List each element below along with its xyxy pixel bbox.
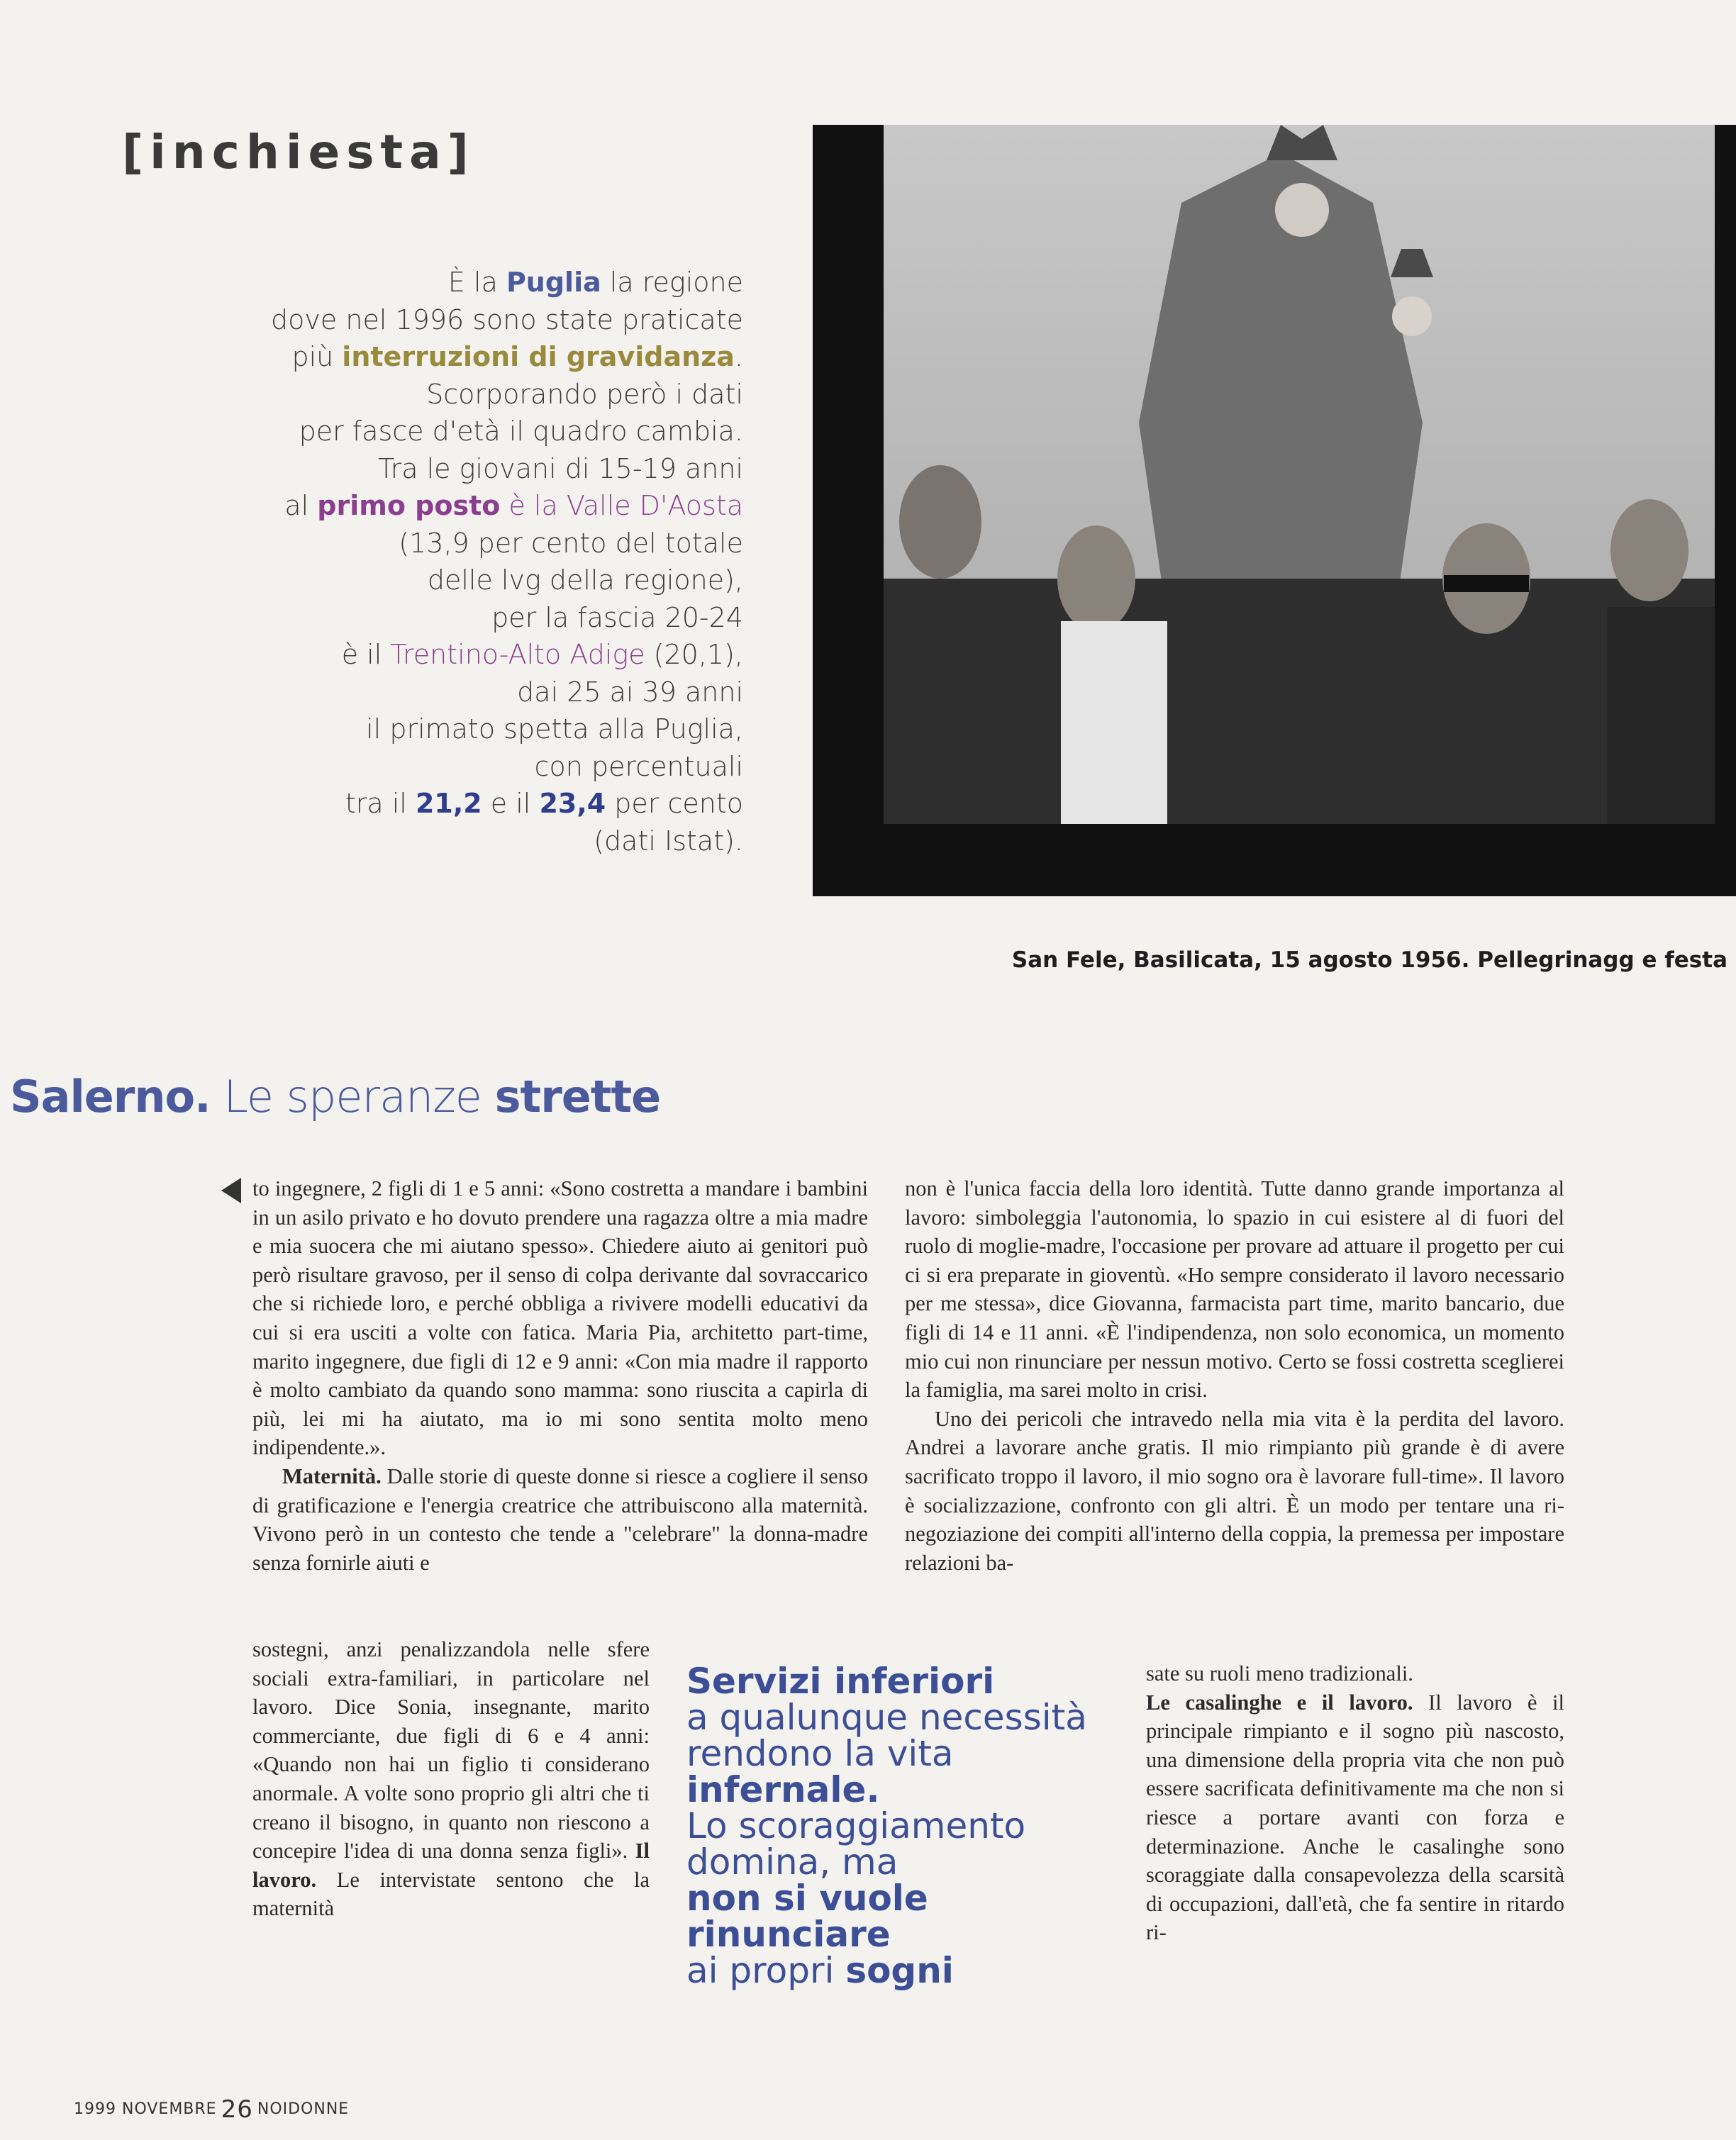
intro-line: con percentuali [534,750,743,782]
page-number: 26 [221,2095,253,2124]
article-column-2-cont [1146,1659,1564,1947]
paragraph-text: Le intervistate sentono che la maternità [252,1867,650,1921]
intro-line: il primato spetta alla Puglia, [366,713,743,745]
section-kicker: [inchiesta] [122,125,475,179]
intro-highlight: Trentino-Alto Adige [390,639,645,670]
intro-highlight: Puglia [506,267,601,298]
article-title [10,1071,660,1122]
pull-quote-emphasis: sogni [845,1950,954,1991]
pull-quote-line: infernale. [686,1769,880,1810]
pull-quote-line: non si vuole rinunciare [686,1878,928,1955]
paragraph: non è l'unica faccia della loro identità. Tutte danno grande importanza al lavoro: simboleggia l'autonomia, lo spazio in cui esistere al di fuori del ruolo di moglie-madre, l'occasione per provare ad attuare il progetto per cui ci si era preparate in gioventù. «Ho sempre considerato il lavoro necessario per me stessa», dice Giovanna, farmacista part time, marito bancario, due figli di 14 e 11 anni. «È l'indipendenza, non solo economica, un momento mio cui non rinunciare per nessun motivo. Certo se fossi costretta sceglierei la famiglia, ma sarei molto in crisi. [905,1176,1564,1403]
intro-highlight: primo posto [317,490,501,521]
issue-date: 1999 NOVEMBRE [74,2100,217,2118]
intro-highlight: interruzioni di gravidanza [342,341,735,372]
paragraph: Uno dei pericoli che intravedo nella mia vita è la perdita del lavoro. Andrei a lavorare anche gratis. Il mio rimpianto più grande è di avere sacrificato troppo il lavoro, il mio sogno ora è lavorare full-time». Il lavoro è socializzazione, confronto con gli altri. È un modo per tentare una ri-negoziazione dei compiti all'interno della coppia, la premessa per impostare relazioni ba- [905,1406,1564,1575]
intro-text: È la Puglia la regione dove nel 1996 sono state praticate più interruzioni di gravidanza. Scorporando però i dati per fasce d'età il quadro cambia. Tra le giovani di 15-19 anni al primo posto è la Valle D'Aosta (13,9 per cento del totale delle lvg della regione), per la fascia 20-24 è il Trentino-Alto Adige (20,1), dai 25 ai 39 anni il primato spetta alla Puglia, con percentuali tra il 21,2 e il 23,4 per cento (dati Istat). [119,264,743,859]
magazine-name: NOIDONNE [257,2100,350,2118]
article-title-emphasis: strette [494,1071,661,1122]
paragraph [1146,1688,1564,1947]
intro-highlight: 23,4 [539,788,606,819]
procession-photo [884,125,1715,824]
article-title-text: Le speranze [210,1071,495,1122]
intro-text-part: per cento [606,788,743,819]
intro-text-part: È la [447,267,506,298]
intro-line: (13,9 per cento del totale [399,527,743,559]
intro-line: (dati Istat). [594,825,743,857]
paragraph-text: Il lavoro è il principale rimpianto e il sogno più nascosto, una dimensione della propria vita che non può essere sacrificata definitivamente ma che non si riesce a portare avanti con forza e determinazione. Anche le casalinghe sono scoraggiate dalla consapevolezza della scarsità di occupazioni, dall'età, che fa sentire in ritardo ri- [1146,1690,1564,1945]
paragraph [252,1635,650,1923]
paragraph: to ingegnere, 2 figli di 1 e 5 anni: «Sono costretta a mandare i bambini in un asilo privato e ho dovuto prendere una ragazza oltre a mia madre e mia suocera che mi aiutano spesso». Chiedere aiuto ai genitori può però risultare gravoso, per il senso di colpa derivante dal sovraccarico che si richiede loro, e perché obbliga a rivivere modelli educativi da cui si era usciti a volte con fatica. Maria Pia, architetto part-time, marito ingegnere, due figli di 12 e 9 anni: «Con mia madre il rapporto è molto cambiato da quando sono mamma: sono riuscita a capirla di più, lei mi ha aiutato, ma io mi sono sentita molto meno indipendente.». [252,1176,868,1460]
intro-line: dai 25 ai 39 anni [517,676,743,708]
paragraph-text: sostegni, anzi penalizzandola nelle sfere sociali extra-familiari, in particolare nel lavoro. Dice Sonia, insegnante, marito commerciante, due figli di 6 e 4 anni: «Quando non hai un figlio ti considerano anormale. A volte sono proprio gli altri che ti creano il bisogno, in quanto non riescono a concepire l'idea di una donna senza figli». [252,1637,650,1863]
intro-text-part: (20,1), [645,639,743,670]
paragraph-text: Dalle storie di queste donne si riesce a cogliere il senso di gratificazione e l'energia creatrice che attribuiscono alla maternità. Vivono però in un contesto che tende a "celebrare" la donna-madre senza fornirle aiuti e [252,1464,868,1575]
pull-quote [686,1663,1126,1989]
intro-text-part: è il [341,639,391,670]
intro-line: per la fascia 20-24 [491,601,743,633]
paragraph-lead: Il lavoro. [252,1839,650,1892]
pull-quote-line: a qualunque necessità rendono la vita [686,1697,1087,1774]
paragraph-lead: Le casalinghe e il lavoro. [1146,1690,1413,1715]
intro-text-part: e il [482,788,540,819]
intro-highlight: Valle D'Aosta [566,490,743,521]
intro-line: per fasce d'età il quadro cambia. [299,416,743,447]
intro-text-part: al [284,490,318,521]
article-column-1-cont [252,1635,650,1923]
article-column-1 [252,1174,868,1577]
paragraph: sate su ruoli meno tradizionali. [1146,1661,1413,1685]
photo-caption: San Fele, Basilicata, 15 agosto 1956. Pellegrinagg e festa [1011,947,1727,973]
intro-text-part: è la [500,490,567,521]
article-column-2 [905,1174,1564,1577]
pull-quote-line: Servizi inferiori [686,1661,995,1702]
intro-text-part: la regione [601,267,743,298]
intro-line: delle lvg della regione), [427,564,743,596]
intro-line: dove nel 1996 sono state praticate [271,303,743,335]
pull-quote-text: ai propri [686,1950,835,1991]
intro-line: Tra le giovani di 15-19 anni [377,452,743,484]
intro-highlight: 21,2 [415,788,482,819]
paragraph [252,1462,868,1577]
intro-text-part: più [291,341,343,372]
continue-arrow-icon [221,1178,241,1203]
pull-quote-line: Lo scoraggiamento domina, ma [686,1805,1026,1883]
page-footer [74,2095,349,2124]
paragraph-lead: Maternità. [282,1464,382,1488]
procession-photo-illustration [884,125,1715,824]
intro-line: Scorporando però i dati [426,378,743,410]
article-title-city: Salerno. [10,1071,211,1122]
intro-text-part: tra il [345,788,416,819]
